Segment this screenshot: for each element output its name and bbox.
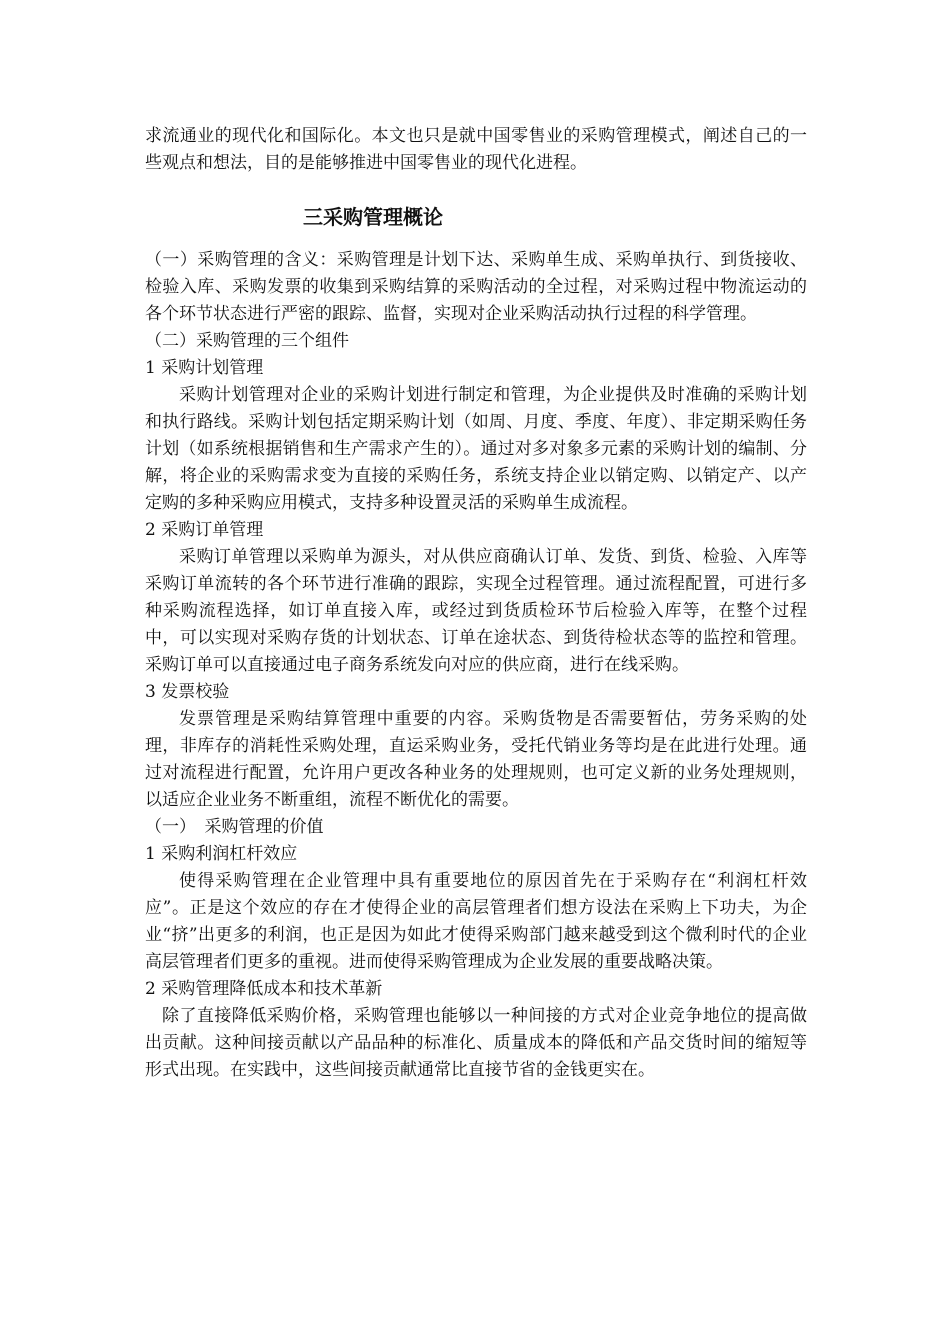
order-heading: 2 采购订单管理: [145, 520, 264, 540]
plan-paragraph: 采购计划管理对企业的采购计划进行制定和管理，为企业提供及时准确的采购计划和执行路线。采购计划包括定期采购计划（如周、月度、季度、年度）、非定期采购任务计划（如系统根据销售和生产需求产生的）。通过对多对象多元素的采购计划的编制、分解，将企业的采购需求变为直接的采购任务，系统支持企业以销定购、以销定产、以产定购的多种采购应用模式，支持多种设置灵活的采购单生成流程。: [145, 385, 807, 513]
section-title: 三采购管理概论: [303, 205, 443, 229]
plan-heading: 1 采购计划管理: [145, 358, 264, 378]
order-paragraph: 采购订单管理以采购单为源头，对从供应商确认订单、发货、到货、检验、入库等采购订单流转的各个环节进行准确的跟踪，实现全过程管理。通过流程配置，可进行多种采购流程选择，如订单直接入库，或经过到货质检环节后检验入库等，在整个过程中，可以实现对采购存货的计划状态、订单在途状态、到货待检状态等的监控和管理。采购订单可以直接通过电子商务系统发向对应的供应商，进行在线采购。: [145, 547, 807, 675]
cost-paragraph: 除了直接降低采购价格，采购管理也能够以一种间接的方式对企业竞争地位的提高做出贡献。这种间接贡献以产品品种的标准化、质量成本的降低和产品交货时间的缩短等形式出现。在实践中，这些间接贡献通常比直接节省的金钱更实在。: [145, 1006, 807, 1080]
cost-heading: 2 采购管理降低成本和技术革新: [145, 979, 383, 999]
lever-heading: 1 采购利润杠杆效应: [145, 844, 298, 864]
document-body: [145, 123, 807, 1084]
value-heading: （一） 采购管理的价值: [145, 817, 324, 837]
invoice-heading: 3 发票校验: [145, 682, 230, 702]
invoice-paragraph: 发票管理是采购结算管理中重要的内容。采购货物是否需要暂估，劳务采购的处理，非库存的消耗性采购处理，直运采购业务，受托代销业务等均是在此进行处理。通过对流程进行配置，允许用户更改各种业务的处理规则，也可定义新的业务处理规则，以适应企业业务不断重组，流程不断优化的需要。: [145, 709, 807, 810]
lever-paragraph: 使得采购管理在企业管理中具有重要地位的原因首先在于采购存在“利润杠杆效应”。正是这个效应的存在才使得企业的高层管理者们想方设法在采购上下功夫，为企业“挤”出更多的利润，也正是因为如此才使得采购部门越来越受到这个微利时代的企业高层管理者们更多的重视。进而使得采购管理成为企业发展的重要战略决策。: [145, 871, 807, 972]
definition-paragraph: （一）采购管理的含义：采购管理是计划下达、采购单生成、采购单执行、到货接收、检验入库、采购发票的收集到采购结算的采购活动的全过程，对采购过程中物流运动的各个环节状态进行严密的跟踪、监督，实现对企业采购活动执行过程的科学管理。: [145, 250, 807, 324]
components-heading: （二）采购管理的三个组件: [145, 331, 349, 351]
intro-paragraph: 求流通业的现代化和国际化。本文也只是就中国零售业的采购管理模式，阐述自己的一些观点和想法，目的是能够推进中国零售业的现代化进程。: [145, 126, 807, 173]
